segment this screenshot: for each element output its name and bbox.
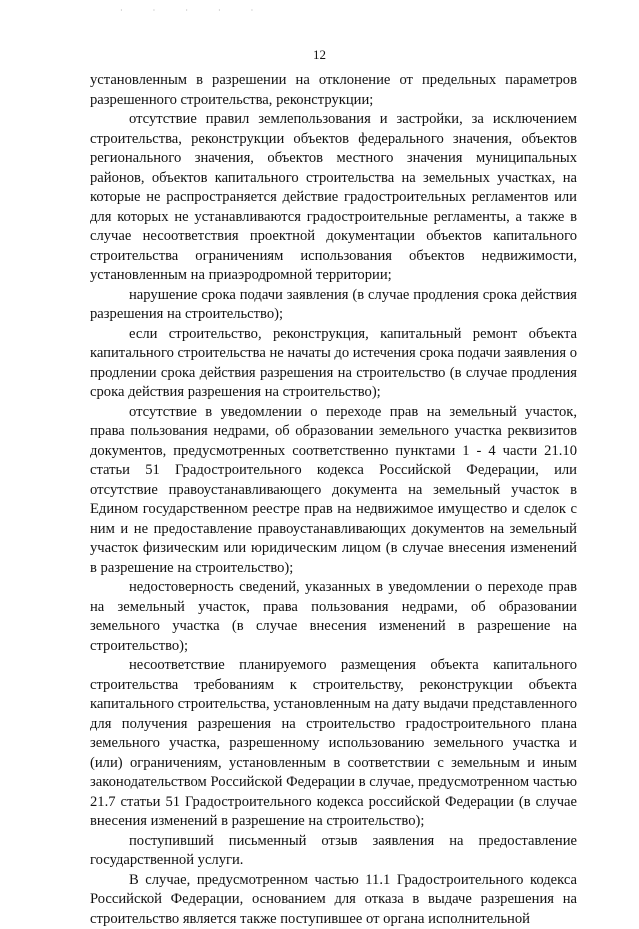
paragraph-7: несоответствие планируемого размещения объекта капитального строительства требованиям к строительству, реконструкции объекта капитального строительства, установленным на дату выдачи представленного для получения разрешения на строительство градостроительного плана земельного участка, разрешенному использованию земельного участка и (или) ограничениям, установленным в соответствии с земельным и иным законодательством Российской Федерации в случае, предусмотренном частью 21.7 статьи 51 Градостроительного кодекса российской Федерации (в случае внесения изменений в разрешение на строительство); xyxy=(90,656,577,832)
page-number: 12 xyxy=(0,47,639,63)
paragraph-9: В случае, предусмотренном частью 11.1 Градостроительного кодекса Российской Федерации, основанием для отказа в выдаче разрешения на строительство является также поступившее от органа исполнительной xyxy=(90,871,577,929)
document-body xyxy=(90,71,577,929)
paragraph-8: поступивший письменный отзыв заявления на предоставление государственной услуги. xyxy=(90,832,577,871)
paragraph-6: недостоверность сведений, указанных в уведомлении о переходе прав на земельный участок, права пользования недрами, об образовании земельного участка (в случае внесения изменений в разрешение на строительство); xyxy=(90,578,577,656)
paragraph-1: установленным в разрешении на отклонение от предельных параметров разрешенного строительства, реконструкции; xyxy=(90,71,577,110)
paragraph-2: отсутствие правил землепользования и застройки, за исключением строительства, реконструкции объектов федерального значения, объектов регионального значения, объектов местного значения муниципальных районов, объектов капитального строительства на земельных участках, на которые не распространяется действие градостроительных регламентов или для которых не устанавливаются градостроительные регламенты, а также в случае несоответствия проектной документации объектов капитального строительства ограничениям использования объектов недвижимости, установленным на приаэродромной территории; xyxy=(90,110,577,286)
scan-specks: · · · · · xyxy=(120,6,267,15)
paragraph-5: отсутствие в уведомлении о переходе прав на земельный участок, права пользования недрами, об образовании земельного участка реквизитов документов, предусмотренных соответственно пунктами 1 - 4 части 21.10 статьи 51 Градостроительного кодекса Российской Федерации, или отсутствие правоустанавливающего документа на земельный участок в Едином государственном реестре прав на недвижимое имущество и сделок с ним и не предоставление правоустанавливающих документов на земельный участок физическим или юридическим лицом (в случае внесения изменений в разрешение на строительство); xyxy=(90,403,577,579)
paragraph-4: если строительство, реконструкция, капитальный ремонт объекта капитального строительства не начаты до истечения срока подачи заявления о продлении срока действия разрешения на строительство (в случае продления срока действия разрешения на строительство); xyxy=(90,325,577,403)
paragraph-3: нарушение срока подачи заявления (в случае продления срока действия разрешения на строительство); xyxy=(90,286,577,325)
